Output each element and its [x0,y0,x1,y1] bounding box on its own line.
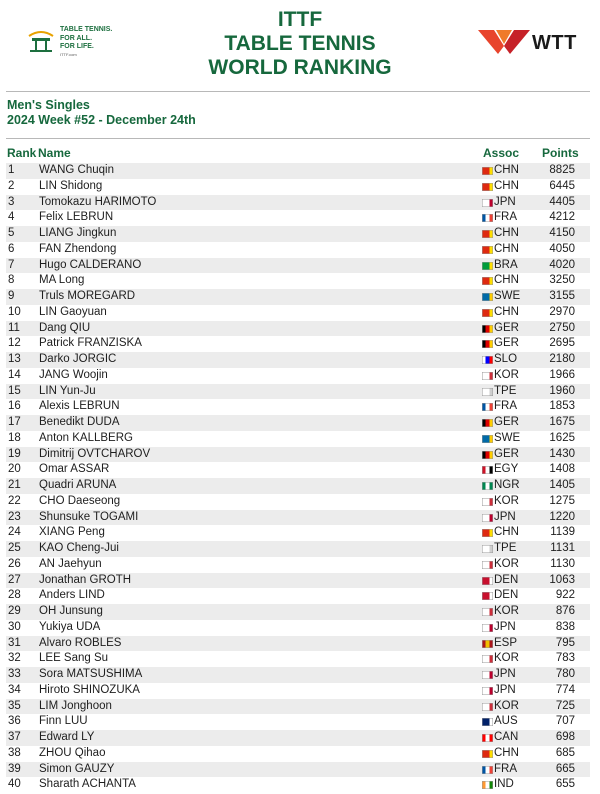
table-row [6,620,590,636]
player-name: LIN Yun-Ju [39,384,96,397]
table-row [6,242,590,258]
table-row [6,305,590,321]
title-line-3: WORLD RANKING [208,56,392,79]
table-row [6,604,590,620]
association-code: JPN [494,683,516,696]
player-name: LIANG Jingkun [39,227,117,239]
player-name: FAN Zhendong [39,242,117,255]
association-code: JPN [494,620,516,633]
association-code: JPN [494,668,516,680]
association-code: SLO [494,353,518,365]
table-row [6,226,590,242]
flag-icon [482,388,493,396]
player-name: Finn LUU [39,715,88,728]
player-name: Shunsuke TOGAMI [39,510,139,523]
table-row [6,557,590,573]
points-cell: 665 [555,762,575,775]
rank-cell: 11 [8,321,20,334]
points-cell: 4020 [549,258,575,271]
rank-cell: 3 [8,195,15,208]
flag-icon [482,183,493,191]
player-name: Alvaro ROBLES [39,636,122,649]
flag-icon [482,687,493,695]
flag-icon [482,403,493,411]
player-name: LIM Jonghoon [39,699,112,712]
flag-icon [482,293,493,301]
table-row [6,573,590,589]
points-cell: 1625 [549,431,575,444]
association-code: CAN [494,731,519,743]
header-divider [6,91,590,92]
table-row [6,746,590,762]
association-code: BRA [494,258,518,271]
ranking-table [6,163,590,793]
rank-cell: 16 [8,400,21,413]
points-cell: 783 [555,652,575,665]
player-name: LIN Gaoyuan [39,305,107,318]
rank-cell: 23 [8,510,21,523]
player-name: Dimitrij OVTCHAROV [39,447,151,460]
points-cell: 1408 [549,463,575,476]
flag-icon [482,750,493,758]
flag-icon [482,372,493,380]
rank-cell: 7 [8,258,15,271]
points-cell: 1430 [549,447,575,460]
rank-cell: 31 [8,636,21,649]
table-row [6,384,590,400]
player-name: KAO Cheng-Jui [39,542,119,554]
rank-cell: 5 [8,227,15,239]
table-row [6,258,590,274]
flag-icon [482,214,493,222]
logo-line-3: FOR LIFE. [60,43,94,50]
association-code: CHN [494,746,519,759]
table-row [6,651,590,667]
association-code: KOR [494,368,519,381]
association-code: KOR [494,557,519,570]
player-name: Edward LY [39,731,95,743]
association-code: JPN [494,510,516,523]
points-cell: 922 [555,589,575,602]
association-code: EGY [494,463,519,476]
points-cell: 685 [555,746,575,759]
table-row [6,714,590,730]
player-name: LIN Shidong [39,179,103,192]
wtt-mark-icon [476,28,532,56]
association-code: CHN [494,242,519,255]
flag-icon [482,435,493,443]
player-name: Omar ASSAR [39,463,110,476]
ranking-subtitle [7,98,196,128]
flag-icon [482,466,493,474]
week-label: 2024 Week #52 - December 24th [7,113,196,127]
points-cell: 1675 [549,416,575,428]
rank-cell: 32 [8,652,21,665]
flag-icon [482,766,493,774]
table-row [6,478,590,494]
flag-icon [482,262,493,270]
association-code: DEN [494,573,519,586]
flag-icon [482,624,493,632]
rank-cell: 28 [8,589,21,602]
flag-icon [482,529,493,537]
rank-cell: 4 [8,211,15,224]
points-cell: 1220 [549,510,575,523]
table-row [6,525,590,541]
points-cell: 1131 [550,542,575,554]
flag-icon [482,640,493,648]
rank-cell: 18 [8,431,21,444]
association-code: SWE [494,290,521,302]
rank-cell: 10 [8,305,21,318]
points-cell: 6445 [549,179,575,192]
rank-cell: 34 [8,683,21,696]
category-label: Men's Singles [7,98,90,112]
wtt-logo [476,28,596,56]
association-code: GER [494,337,519,350]
subtitle-divider [6,138,590,139]
points-cell: 4050 [549,242,575,255]
flag-icon [482,734,493,742]
flag-icon [482,577,493,585]
flag-icon [482,451,493,459]
table-row [6,588,590,604]
association-code: IND [494,778,514,791]
table-row [6,179,590,195]
flag-icon [482,230,493,238]
flag-icon [482,309,493,317]
table-row [6,368,590,384]
player-name: Sharath ACHANTA [39,778,136,791]
column-header-rank: Rank [7,146,37,160]
flag-icon [482,167,493,175]
flag-icon [482,718,493,726]
flag-icon [482,325,493,333]
player-name: Jonathan GROTH [39,573,132,586]
rank-cell: 36 [8,715,21,728]
rank-cell: 17 [8,416,21,428]
rank-cell: 33 [8,668,21,680]
association-code: DEN [494,589,519,602]
association-code: CHN [494,305,519,318]
table-row [6,777,590,793]
flag-icon [482,199,493,207]
rank-cell: 25 [8,542,21,554]
flag-icon [482,482,493,490]
association-code: KOR [494,494,519,507]
association-code: CHN [494,179,519,192]
player-name: CHO Daeseong [39,494,121,507]
association-code: SWE [494,431,521,444]
association-code: FRA [494,400,517,413]
points-cell: 876 [555,605,575,617]
title-line-1: ITTF [277,8,323,31]
points-cell: 2970 [549,305,575,318]
association-code: FRA [494,211,517,224]
association-code: CHN [494,227,519,239]
flag-icon [482,671,493,679]
points-cell: 4150 [549,227,575,239]
points-cell: 4405 [549,195,575,208]
points-cell: 2695 [549,337,575,350]
table-row [6,321,590,337]
association-code: ESP [494,636,518,649]
player-name: Alexis LEBRUN [39,400,120,413]
association-code: CHN [494,274,519,287]
points-cell: 3155 [549,290,575,302]
player-name: OH Junsung [39,605,103,617]
column-header-name: Name [38,146,71,160]
title-line-2: TABLE TENNIS [224,32,376,55]
wtt-wordmark: WTT [532,32,577,54]
table-row [6,289,590,305]
points-cell: 8825 [549,164,575,176]
header [0,0,600,92]
points-cell: 2180 [549,353,575,365]
player-name: Patrick FRANZISKA [39,337,142,350]
flag-icon [482,356,493,364]
player-name: Sora MATSUSHIMA [39,668,143,680]
rank-cell: 9 [8,290,15,302]
flag-icon [482,246,493,254]
points-cell: 1405 [549,479,575,491]
rank-cell: 14 [8,368,21,381]
table-row [6,415,590,431]
player-name: Dang QIU [39,321,91,334]
player-name: Darko JORGIC [39,353,117,365]
table-row [6,541,590,557]
rank-cell: 12 [8,337,21,350]
rank-cell: 2 [8,179,15,192]
player-name: Truls MOREGARD [39,290,136,302]
rank-cell: 6 [8,242,15,255]
association-code: KOR [494,652,519,665]
player-name: ZHOU Qihao [39,746,106,759]
flag-icon [482,592,493,600]
rank-cell: 13 [8,353,21,365]
points-cell: 774 [555,683,575,696]
player-name: MA Long [39,274,85,287]
points-cell: 4212 [549,211,575,224]
player-name: Felix LEBRUN [39,211,114,224]
table-row [6,163,590,179]
association-code: KOR [494,605,519,617]
table-row [6,352,590,368]
logo-line-1: TABLE TENNIS. [60,26,113,33]
rank-cell: 30 [8,620,21,633]
points-cell: 707 [555,715,575,728]
points-cell: 1853 [549,400,575,413]
points-cell: 3250 [549,274,575,287]
points-cell: 1130 [550,557,575,570]
association-code: TPE [494,384,517,397]
points-cell: 1063 [549,573,575,586]
association-code: TPE [494,542,517,554]
column-header-points: Points [542,146,579,160]
rank-cell: 15 [8,384,21,397]
association-code: CHN [494,526,519,539]
points-cell: 1966 [549,368,575,381]
rank-cell: 27 [8,573,21,586]
rank-cell: 35 [8,699,21,712]
flag-icon [482,655,493,663]
table-row [6,195,590,211]
table-row [6,399,590,415]
flag-icon [482,703,493,711]
rank-cell: 21 [8,479,21,491]
points-cell: 780 [555,668,575,680]
table-row [6,273,590,289]
rank-cell: 38 [8,746,21,759]
association-code: FRA [494,762,517,775]
player-name: Benedikt DUDA [39,416,120,428]
table-row [6,431,590,447]
player-name: Hugo CALDERANO [39,258,142,271]
flag-icon [482,608,493,616]
association-code: AUS [494,715,518,728]
rank-cell: 37 [8,731,21,743]
player-name: WANG Chuqin [39,164,114,176]
player-name: JANG Woojin [39,368,108,381]
association-code: GER [494,321,519,334]
flag-icon [482,419,493,427]
table-row [6,636,590,652]
table-tennis-logo-icon [26,28,56,54]
itff-logo [26,26,136,58]
rank-cell: 22 [8,494,21,507]
table-row [6,447,590,463]
rank-cell: 1 [8,164,15,176]
player-name: LEE Sang Su [39,652,109,665]
rank-cell: 19 [8,447,21,460]
table-row [6,494,590,510]
player-name: AN Jaehyun [39,557,102,570]
table-row [6,210,590,226]
player-name: XIANG Peng [39,526,105,539]
rank-cell: 20 [8,463,21,476]
page-title [150,8,450,80]
rank-cell: 40 [8,778,21,791]
rank-cell: 39 [8,762,21,775]
rank-cell: 24 [8,526,21,539]
points-cell: 795 [555,636,575,649]
association-code: JPN [494,195,516,208]
flag-icon [482,277,493,285]
points-cell: 655 [555,778,575,791]
table-row [6,699,590,715]
flag-icon [482,561,493,569]
flag-icon [482,781,493,789]
player-name: Hiroto SHINOZUKA [39,683,140,696]
logo-line-2: FOR ALL. [60,34,93,42]
rank-cell: 8 [8,274,15,287]
association-code: GER [494,447,519,460]
association-code: GER [494,416,519,428]
rank-cell: 29 [8,605,21,617]
points-cell: 725 [555,699,575,712]
logo-url: ITTF.com [60,51,77,57]
player-name: Simon GAUZY [39,762,115,775]
player-name: Tomokazu HARIMOTO [39,195,157,208]
column-header-assoc: Assoc [483,146,520,160]
association-code: KOR [494,699,519,712]
flag-icon [482,340,493,348]
table-row [6,336,590,352]
player-name: Anders LIND [39,589,105,602]
player-name: Quadri ARUNA [39,479,117,491]
table-row [6,730,590,746]
points-cell: 698 [555,731,575,743]
table-row [6,667,590,683]
rank-cell: 26 [8,557,21,570]
table-row [6,462,590,478]
flag-icon [482,514,493,522]
table-row [6,762,590,778]
points-cell: 838 [555,620,575,633]
flag-icon [482,498,493,506]
points-cell: 1275 [549,494,575,507]
flag-icon [482,545,493,553]
points-cell: 2750 [549,321,575,334]
points-cell: 1139 [550,526,575,539]
association-code: CHN [494,164,519,176]
association-code: NGR [494,479,520,491]
player-name: Anton KALLBERG [39,431,133,444]
table-row [6,683,590,699]
table-row [6,510,590,526]
points-cell: 1960 [549,384,575,397]
player-name: Yukiya UDA [39,620,101,633]
